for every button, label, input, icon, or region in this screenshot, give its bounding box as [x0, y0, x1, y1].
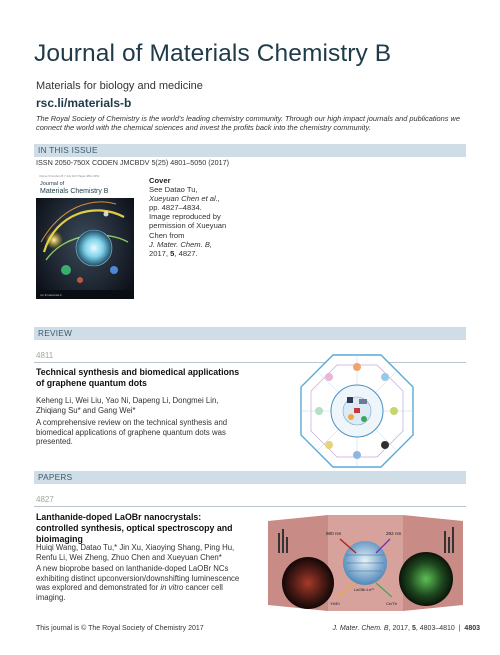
footer-separator: | — [458, 625, 461, 632]
cover-image-title-line2: Materials Chemistry B — [40, 188, 109, 195]
footer-journal: J. Mater. Chem. B, — [332, 625, 391, 632]
rsc-blurb: The Royal Society of Chemistry is the world's leading chemistry community. Through our high impact journals and publications we connect the world with the chemical sciences and invest the profits back into the chemistry community. — [36, 114, 460, 133]
papers-bar — [34, 471, 466, 484]
laobr-nanocrystal-figure — [268, 513, 463, 611]
issn-line: ISSN 2050-750X CODEN JMCBDV 5(25) 4801–5050 (2017) — [36, 158, 229, 167]
paper-abstract — [36, 564, 246, 602]
paper-abstract-italic: in vitro — [160, 583, 184, 593]
cover-caption — [149, 176, 269, 258]
papers-heading: PAPERS — [38, 472, 73, 482]
cover-caption-line-2: Xueyuan Chen et al., — [149, 194, 220, 204]
footer-citation — [332, 625, 480, 632]
paper-graphic-label-cetb: Ce/Tb — [386, 601, 397, 606]
footer-year: 2017, — [392, 625, 411, 632]
footer-copyright: This journal is © The Royal Society of Chemistry 2017 — [36, 625, 204, 632]
paper-abstract-part-2: cancer cell imaging. — [36, 583, 223, 602]
in-this-issue-heading: IN THIS ISSUE — [38, 145, 98, 155]
review-heading: REVIEW — [38, 328, 73, 338]
cover-caption-line-4: Image reproduced by permission of Xueyuan Chen from — [149, 212, 227, 240]
journal-url-link[interactable]: rsc.li/materials-b — [36, 96, 132, 110]
cover-label: Cover — [149, 176, 171, 185]
footer-page-number: 4803 — [464, 625, 480, 632]
cover-caption-line-1: See Datao Tu, — [149, 185, 198, 195]
cover-image[interactable] — [36, 172, 134, 299]
paper-graphic-label-292: 292 nm — [386, 531, 402, 536]
cover-citation-volume: 5 — [170, 248, 175, 258]
paper-graphic-label-yber: Yb/Er — [330, 601, 341, 606]
review-graphic[interactable] — [299, 353, 415, 469]
cover-citation-year: 2017, — [149, 248, 169, 258]
footer-volume: 5 — [411, 625, 416, 632]
review-bar — [34, 327, 466, 340]
review-authors: Keheng Li, Wei Liu, Yao Ni, Dapeng Li, Dongmei Lin, Zhiqiang Su* and Gang Wei* — [36, 396, 219, 415]
paper-graphic-label-980: 980 nm — [326, 531, 342, 536]
cover-image-title-line1: Journal of — [40, 181, 65, 187]
paper-graphic[interactable] — [268, 513, 463, 611]
review-abstract: A comprehensive review on the technical synthesis and biomedical applications of graphene quantum dots was presented. — [36, 418, 228, 447]
paper-divider — [34, 506, 466, 507]
review-title[interactable]: Technical synthesis and biomedical applications of graphene quantum dots — [36, 367, 240, 388]
paper-title[interactable]: Lanthanide-doped LaOBr nanocrystals: controlled synthesis, optical spectroscopy and bioimaging — [36, 512, 233, 544]
in-this-issue-bar — [34, 144, 466, 157]
journal-subtitle: Materials for biology and medicine — [36, 80, 203, 92]
svg-text:rsc.li/materials-b: rsc.li/materials-b — [40, 293, 62, 297]
paper-abstract-part-1: A new bioprobe based on lanthanide-doped LaOBr NCs exhibiting distinct upconversion/downshifting luminescence was explored and demonstrated for — [36, 564, 240, 593]
paper-page-number[interactable]: 4827 — [36, 495, 54, 504]
footer-pages: , 4803–4810 — [415, 625, 455, 632]
svg-text:Volume 5 Number 25 7 July 2017: Volume 5 Number 25 7 July 2017 Pages 4801–5050 — [39, 175, 100, 178]
review-page-number[interactable]: 4811 — [36, 351, 54, 360]
cover-art — [36, 172, 134, 299]
cover-citation-pages: , 4827. — [174, 248, 198, 258]
paper-authors: Huiqi Wang, Datao Tu,* Jin Xu, Xiaoying Shang, Ping Hu, Renfu Li, Wei Zheng, Zhuo Chen and Xueyuan Chen* — [36, 543, 235, 562]
graphene-octagon-figure — [299, 353, 415, 469]
journal-title: Journal of Materials Chemistry B — [34, 40, 392, 67]
cover-caption-line-3[interactable]: pp. 4827–4834. — [149, 203, 202, 213]
cover-citation-journal: J. Mater. Chem. B, — [149, 239, 213, 249]
paper-graphic-label-laobr: LaOBr:Ln³⁺ — [354, 587, 375, 592]
